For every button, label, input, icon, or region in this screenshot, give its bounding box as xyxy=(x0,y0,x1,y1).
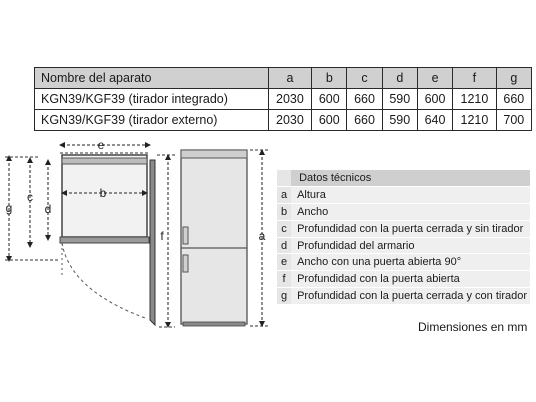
table-cell: 660 xyxy=(496,89,531,110)
spec-letter: g xyxy=(277,288,291,305)
column-header-c: c xyxy=(347,68,382,89)
spec-description: Profundidad con la puerta cerrada y sin tirador xyxy=(291,220,530,237)
top-view-drawing xyxy=(60,153,155,325)
dimension-label-c: c xyxy=(27,190,33,204)
list-item xyxy=(277,220,530,237)
specs-header-spacer xyxy=(277,170,291,186)
tech-specs-legend xyxy=(277,170,530,305)
spec-letter: e xyxy=(277,254,291,271)
dimension-label-f: f xyxy=(160,229,164,243)
table-cell: 590 xyxy=(382,110,417,131)
dimension-label-d: d xyxy=(44,202,52,216)
list-item xyxy=(277,203,530,220)
table-cell: 660 xyxy=(347,110,382,131)
table-cell: 590 xyxy=(382,89,417,110)
table-cell: 600 xyxy=(312,89,347,110)
specs-header-row xyxy=(277,170,530,186)
column-header-e: e xyxy=(417,68,452,89)
list-item xyxy=(277,237,530,254)
table-cell: 2030 xyxy=(268,89,311,110)
spec-letter: a xyxy=(277,186,291,203)
list-item xyxy=(277,271,530,288)
dimension-label-b: b xyxy=(99,186,107,200)
column-header-g: g xyxy=(496,68,531,89)
spec-description: Ancho xyxy=(291,203,530,220)
spec-description: Altura xyxy=(291,186,530,203)
front-view-drawing xyxy=(181,150,247,326)
dimension-label-a: a xyxy=(258,229,266,243)
spec-description: Profundidad con la puerta abierta xyxy=(291,271,530,288)
column-header-d: d xyxy=(382,68,417,89)
table-cell: 600 xyxy=(312,110,347,131)
list-item xyxy=(277,288,530,305)
table-cell: 700 xyxy=(496,110,531,131)
list-item xyxy=(277,254,530,271)
table-row xyxy=(35,89,532,110)
spec-description: Profundidad con la puerta cerrada y con tirador xyxy=(291,288,530,305)
table-cell: 640 xyxy=(417,110,452,131)
table-header-row xyxy=(35,68,532,89)
dimensions-table xyxy=(34,67,532,131)
spec-letter: f xyxy=(277,271,291,288)
column-header-b: b xyxy=(312,68,347,89)
column-header-name: Nombre del aparato xyxy=(35,68,269,89)
spec-description: Profundidad del armario xyxy=(291,237,530,254)
spec-description: Ancho con una puerta abierta 90° xyxy=(291,254,530,271)
spec-letter: d xyxy=(277,237,291,254)
table-cell-model: KGN39/KGF39 (tirador integrado) xyxy=(35,89,269,110)
table-cell: 600 xyxy=(417,89,452,110)
column-header-a: a xyxy=(268,68,311,89)
table-cell-model: KGN39/KGF39 (tirador externo) xyxy=(35,110,269,131)
fridge-dimension-diagram xyxy=(0,128,275,338)
dimension-label-g: g xyxy=(5,201,13,215)
table-cell: 1210 xyxy=(453,110,496,131)
list-item xyxy=(277,186,530,203)
units-note: Dimensiones en mm xyxy=(418,320,528,334)
table-cell: 2030 xyxy=(268,110,311,131)
specs-title: Datos técnicos xyxy=(291,170,530,186)
dimension-label-e: e xyxy=(97,138,105,152)
spec-letter: b xyxy=(277,203,291,220)
spec-letter: c xyxy=(277,220,291,237)
table-cell: 1210 xyxy=(453,89,496,110)
table-cell: 660 xyxy=(347,89,382,110)
column-header-f: f xyxy=(453,68,496,89)
